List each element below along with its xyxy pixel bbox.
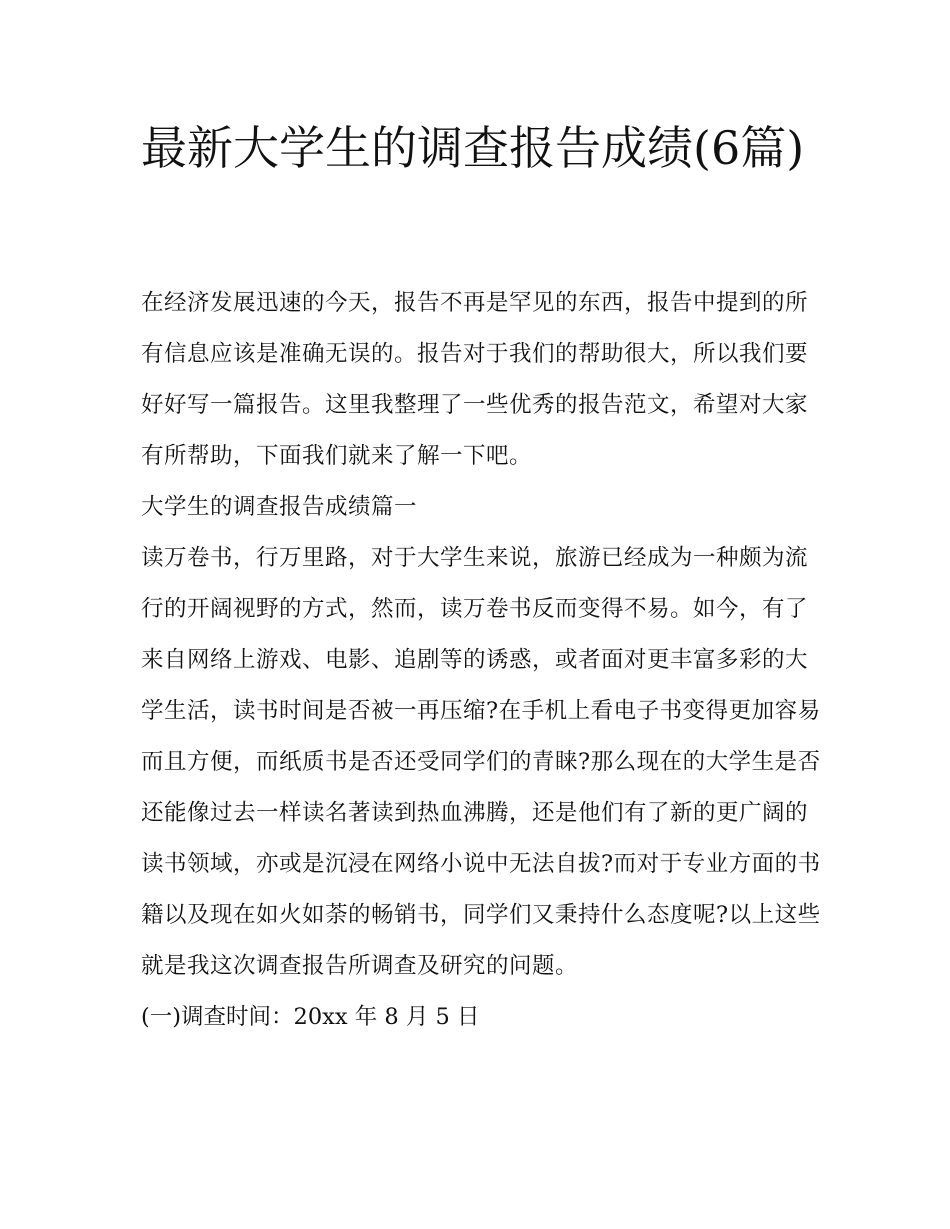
- section-heading: 大学生的调查报告成绩篇一: [141, 494, 418, 520]
- document-body: [141, 278, 821, 1043]
- document-title: 最新大学生的调查报告成绩(6篇): [141, 121, 805, 175]
- intro-paragraph: 在经济发展迅速的今天，报告不再是罕见的东西，报告中提到的所有信息应该是准确无误的。报告对于我们的帮助很大，所以我们要好好写一篇报告。这里我整理了一些优秀的报告范文，希望对大家有所帮助，下面我们就来了解一下吧。: [141, 290, 809, 469]
- survey-time-line: (一)调查时间：20xx 年 8 月 5 日: [141, 1004, 480, 1030]
- body-paragraph: 读万卷书，行万里路，对于大学生来说，旅游已经成为一种颇为流行的开阔视野的方式，然而，读万卷书反而变得不易。如今，有了来自网络上游戏、电影、追剧等的诱惑，或者面对更丰富多彩的大学生活，读书时间是否被一再压缩?在手机上看电子书变得更加容易而且方便，而纸质书是否还受同学们的青睐?那么现在的大学生是否还能像过去一样读名著读到热血沸腾，还是他们有了新的更广阔的读书领域，亦或是沉浸在网络小说中无法自拔?而对于专业方面的书籍以及现在如火如荼的畅销书，同学们又秉持什么态度呢?以上这些就是我这次调查报告所调查及研究的问题。: [141, 545, 821, 979]
